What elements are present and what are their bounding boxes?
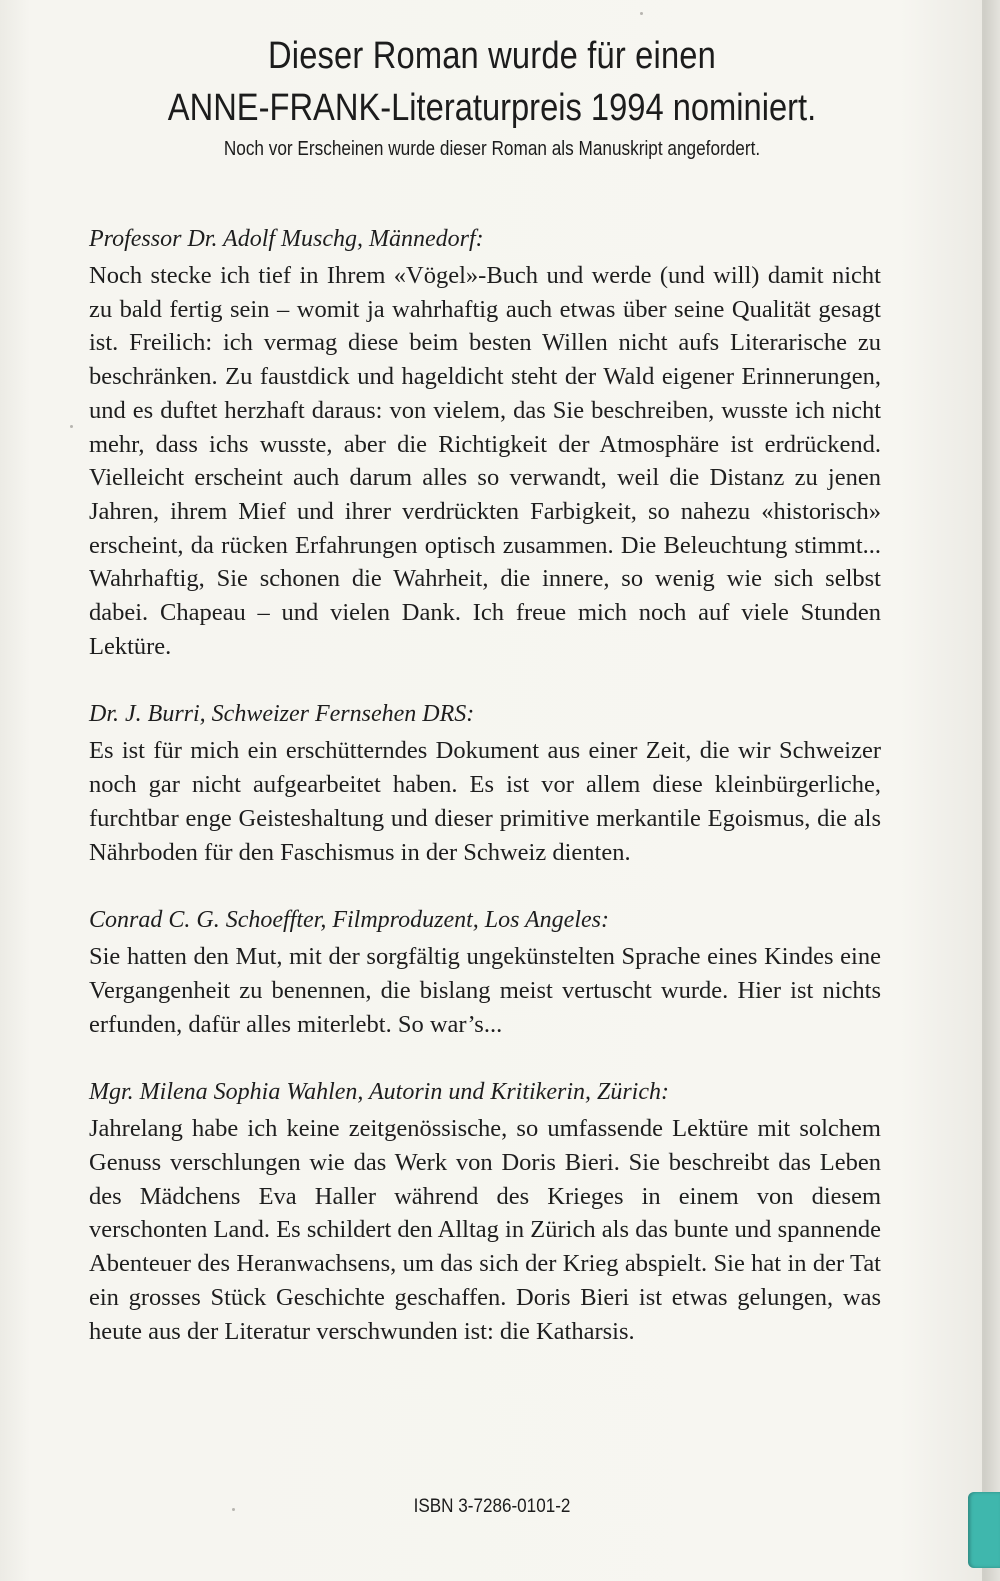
- testimonial-author: Professor Dr. Adolf Muschg, Männedorf:: [89, 226, 484, 252]
- isbn-number: ISBN 3-7286-0101-2: [413, 1496, 571, 1517]
- cover-edge: [984, 0, 1000, 1581]
- testimonial: [89, 222, 881, 663]
- header-title-line-1: Dieser Roman wurde für einen: [267, 35, 717, 77]
- testimonials: [89, 222, 881, 1382]
- testimonial: [89, 1075, 881, 1348]
- testimonial-author: Dr. J. Burri, Schweizer Fernsehen DRS:: [89, 701, 475, 728]
- testimonial-text: Jahrelang habe ich keine zeitgenössische, so umfassende Lektüre mit solchem Genuss verschlungen wie das Werk von Doris Bieri. Sie beschreibt das Leben des Mädchens Eva Haller während des Krieges in einem von diesem verschonten Land. Es schildert den Alltag in Zürich als das bunte und spannende Abenteuer des Heranwachsens, um das sich der Krieg abspielt. Sie hat in der Tat ein grosses Stück Geschichte geschaffen. Doris Bieri ist etwas gelungen, was heute aus der Literatur verschwunden ist: die Katharsis.: [89, 1115, 881, 1345]
- paper-speck: [640, 12, 643, 15]
- paper-speck: [70, 425, 73, 428]
- paper-speck: [232, 1508, 235, 1511]
- testimonial: [89, 697, 881, 869]
- testimonial-text: Noch stecke ich tief in Ihrem «Vögel»-Buch und werde (und will) damit nicht zu bald fertig sein – womit ja wahrhaftig auch etwas über seine Qualität gesagt ist. Freilich: ich vermag diese beim besten Willen nicht aufs Literarische zu beschränken. Zu faustdick und hageldicht steht der Wald eigener Erinnerungen, und es duftet herzhaft daraus: von vielem, das Sie beschreiben, wusste ich nicht mehr, dass ichs wusste, aber die Richtigkeit der Atmosphäre ist erdrückend. Vielleicht erscheint auch darum alles so verwandt, weil die Distanz zu jenen Jahren, ihrem Mief und ihrer verdrückten Farbigkeit, so nahezu «historisch» erscheint, da rücken Erfahrungen optisch zusammen. Die Beleuchtung stimmt... Wahrhaftig, Sie schonen die Wahrheit, die innere, so wenig wie sich selbst dabei. Chapeau – und vielen Dank. Ich freue mich noch auf viele Stunden Lektüre.: [89, 262, 881, 660]
- testimonial-text: Sie hatten den Mut, mit der sorgfältig ungekünstelten Sprache eines Kindes eine Vergangenheit zu benennen, die bislang meist vertuscht wurde. Hier ist nichts erfunden, dafür alles miterlebt. So war’s...: [89, 943, 881, 1038]
- page-tab-marker: [968, 1492, 1000, 1568]
- testimonial-author: Conrad C. G. Schoeffter, Filmproduzent, Los Angeles:: [89, 907, 609, 934]
- header-title-line-2: ANNE-FRANK-Literaturpreis 1994 nominiert.: [167, 87, 817, 129]
- header-subline: Noch vor Erscheinen wurde dieser Roman als Manuskript angefordert.: [223, 138, 761, 160]
- header-block: [0, 30, 984, 162]
- testimonial-author: Mgr. Milena Sophia Wahlen, Autorin und Kritikerin, Zürich:: [89, 1079, 669, 1106]
- testimonial: [89, 903, 881, 1041]
- testimonial-text: Es ist für mich ein erschütterndes Dokument aus einer Zeit, die wir Schweizer noch gar nicht aufgearbeitet haben. Es ist vor allem diese kleinbürgerliche, furchtbar enge Geisteshaltung und dieser primitive merkantile Egoismus, die als Nährboden für den Faschismus in der Schweiz dienten.: [89, 737, 881, 866]
